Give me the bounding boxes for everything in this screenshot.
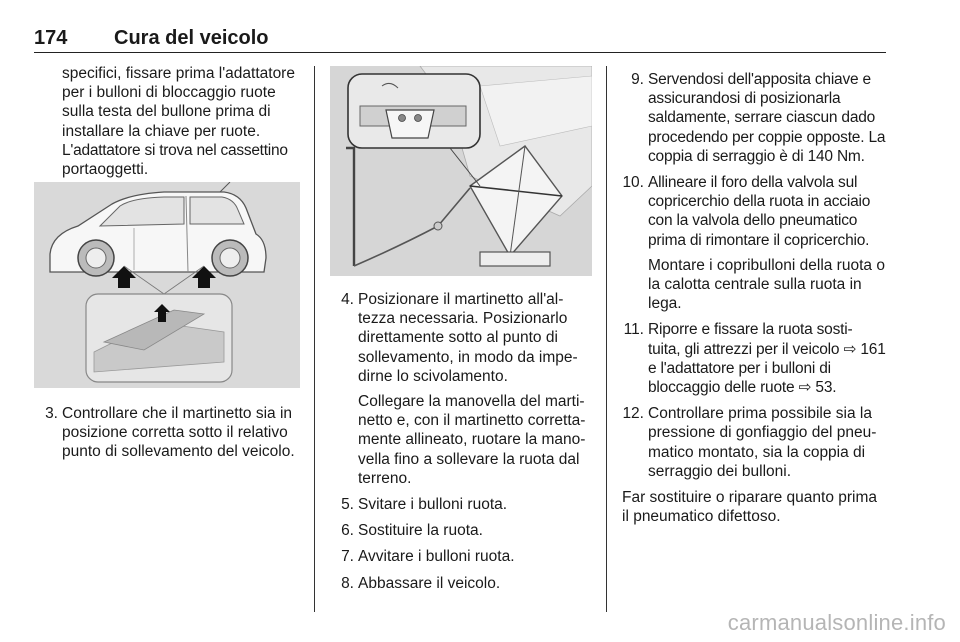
step-8	[330, 574, 592, 593]
intro-line: per i bulloni di bloccaggio ruote	[62, 84, 276, 102]
car-lifting-points-figure	[34, 182, 300, 388]
intro-line: L'adattatore si trova nel cassettino	[62, 141, 288, 159]
step-3	[34, 404, 300, 462]
page-number: 174	[34, 27, 68, 49]
step-text: Servendosi dell'apposita chiave e assicurandosi di posizionarla saldamente, serrare ciascun dado procedendo per coppie opposte. La coppia di serraggio è di 140 Nm.	[648, 71, 886, 165]
step-12	[620, 404, 888, 481]
step-number: 8.	[341, 574, 354, 592]
step-text-start: Riporre e fissare la ruota sosti- tuita, gli attrezzi per il veicolo	[648, 321, 853, 358]
step-text: Avvitare i bulloni ruota.	[358, 548, 515, 566]
intro-line: portaoggetti.	[62, 161, 149, 179]
step-number: 11.	[623, 321, 644, 339]
intro-line: sulla testa del bullone prima di	[62, 103, 271, 121]
page-ref-link[interactable]: 53.	[815, 379, 837, 397]
closing-note: Far sostituire o riparare quanto prima il pneumatico difettoso.	[622, 489, 878, 526]
column-divider-2	[606, 66, 607, 612]
intro-line: specifici, fissare prima l'adattatore	[62, 65, 295, 82]
column-3	[620, 70, 888, 526]
step-text: Controllare che il martinetto sia in posizione corretta sotto il relativo punto di sollevamento del veicolo.	[62, 405, 295, 461]
step-11	[620, 320, 888, 397]
section-title: Cura del veicolo	[114, 27, 269, 49]
jack-detail-figure	[330, 66, 592, 276]
step-number: 3.	[45, 405, 58, 422]
intro-paragraph	[34, 64, 300, 179]
step-number: 9.	[631, 71, 644, 88]
page-ref-arrow-icon: ⇨	[843, 340, 857, 358]
column-divider-1	[314, 66, 315, 612]
car-lifting-points-illustration	[34, 182, 300, 388]
step-number: 6.	[341, 522, 354, 540]
step-9	[620, 70, 888, 166]
step-number: 4.	[341, 291, 354, 308]
step-number: 10.	[622, 174, 644, 192]
step-5	[330, 495, 592, 514]
page-header	[34, 27, 886, 53]
step-text: Posizionare il martinetto all'al- tezza necessaria. Posizionarlo direttamente sotto al punto di sollevamento, in modo da impe- dirne lo scivolamento.	[358, 291, 578, 385]
step-number: 7.	[341, 548, 354, 566]
step-6	[330, 521, 592, 540]
step-text: Controllare prima possibile sia la pressione di gonfiaggio del pneu- matico montato, sia la coppia di serraggio dei bulloni.	[648, 405, 877, 480]
step-4	[330, 290, 592, 488]
step-text-middle: e l'adattatore per i bulloni di bloccaggio delle ruote	[648, 359, 831, 397]
step-number: 5.	[341, 496, 354, 514]
page-ref-link[interactable]: 161	[860, 340, 886, 358]
page-ref-arrow-icon: ⇨	[798, 379, 812, 397]
column-2	[330, 290, 592, 600]
step-10	[620, 173, 888, 313]
step-text: Sostituire la ruota.	[358, 522, 483, 540]
column-1-steps	[34, 404, 300, 469]
step-subtext: Montare i copribulloni della ruota o la calotta centrale sulla ruota in lega.	[648, 256, 885, 313]
step-text: Svitare i bulloni ruota.	[358, 496, 508, 514]
step-subtext: Collegare la manovella del marti- netto e, con il martinetto corretta- mente allineato, ruotare la mano- vella fino a sollevare la ruota dal terreno.	[358, 393, 586, 487]
column-1	[34, 64, 300, 179]
scissor-jack-illustration	[330, 66, 592, 276]
watermark: carmanualsonline.info	[727, 610, 946, 635]
intro-line: installare la chiave per ruote.	[62, 122, 261, 140]
step-number: 12.	[622, 405, 644, 423]
step-7	[330, 547, 592, 566]
step-text: Abbassare il veicolo.	[358, 574, 501, 592]
step-text: Allineare il foro della valvola sul copricerchio della ruota in acciaio con la valvola dello pneumatico prima di rimontare il copricerchio.	[648, 174, 871, 249]
step-text	[648, 320, 888, 397]
